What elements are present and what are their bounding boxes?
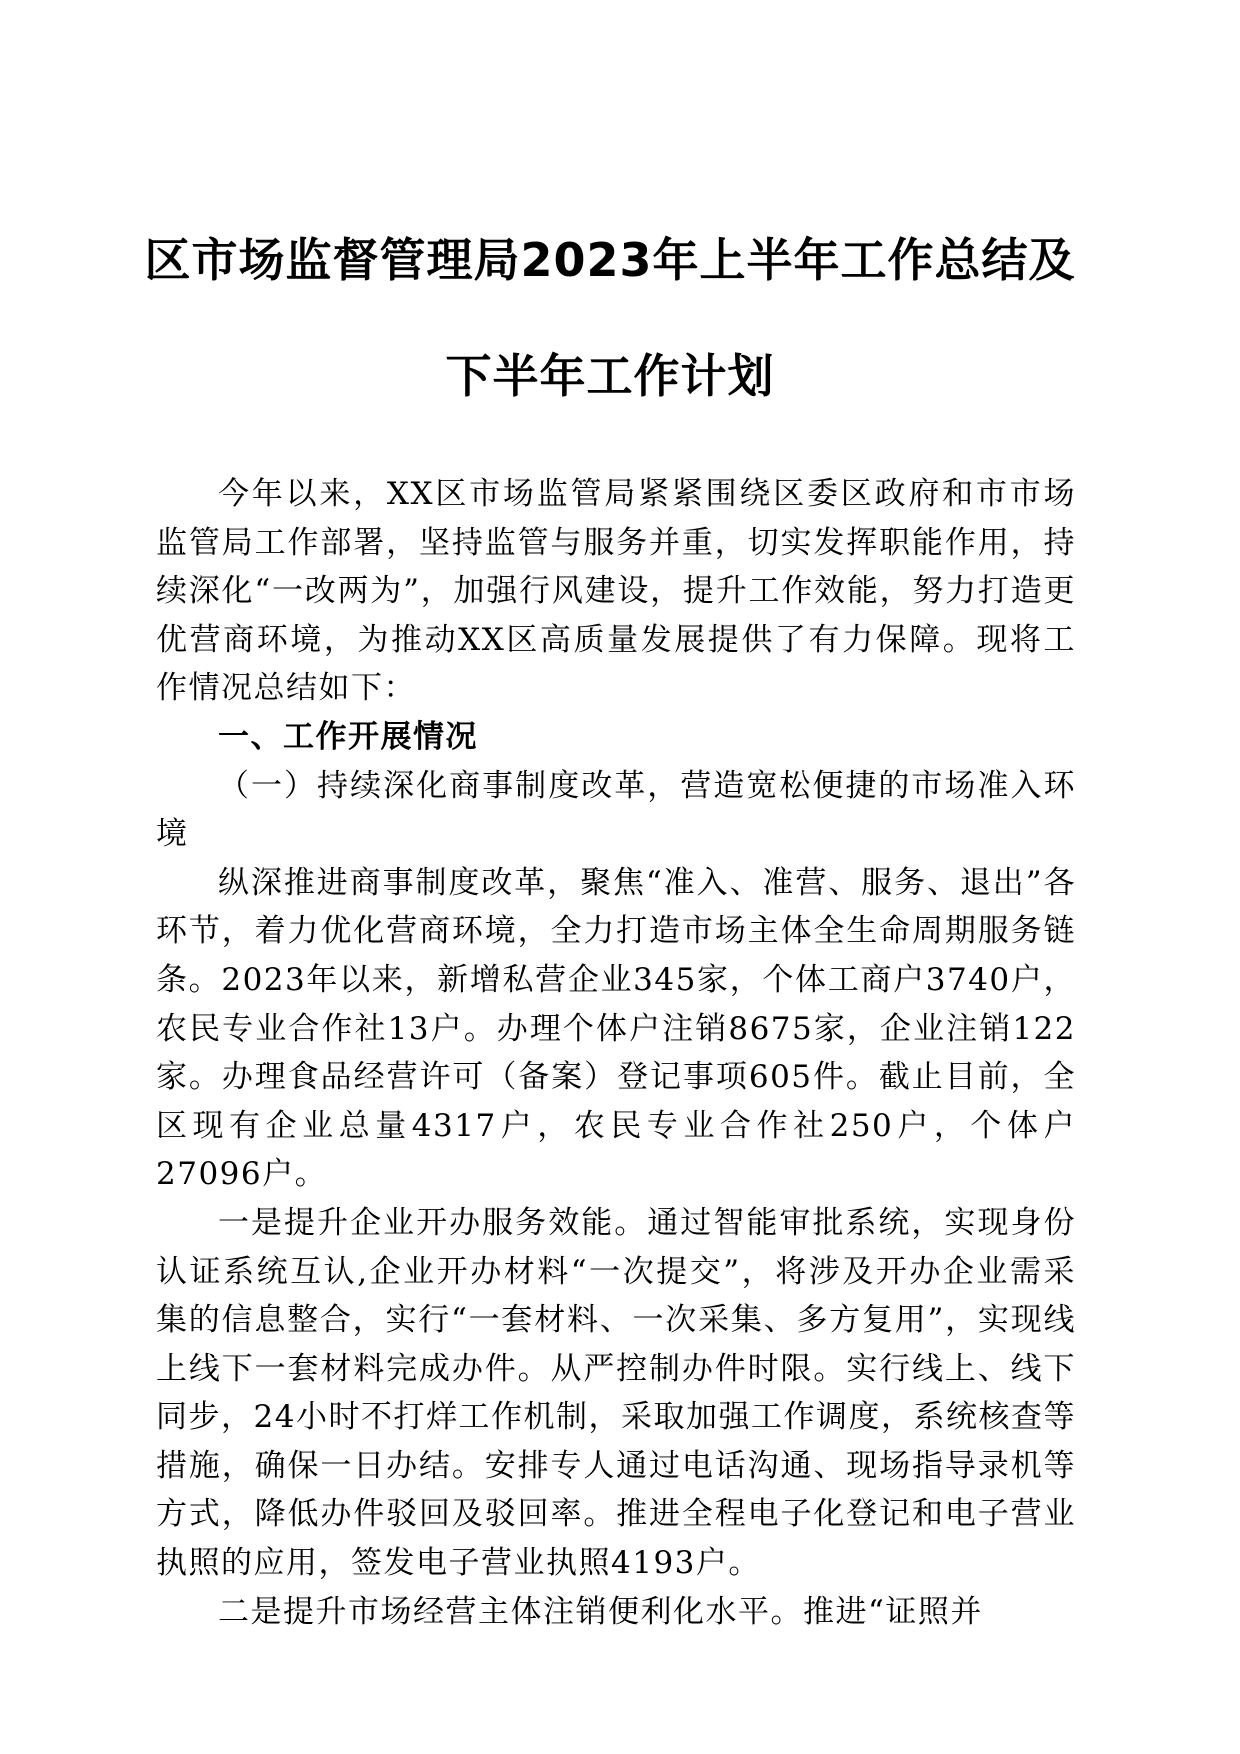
- document-title-line-1: 区市场监督管理局2023年上半年工作总结及: [144, 233, 1076, 287]
- body-paragraph: 纵深推进商事制度改革，聚焦“准入、准营、服务、退出”各环节，着力优化营商环境，全力打造市场主体全生命周期服务链条。2023年以来，新增私营企业345家，个体工商户3740户，农民专业合作社13户。办理个体户注销8675家，企业注销122家。办理食品经营许可（备案）登记事项605件。截止目前，全区现有企业总量4317户，农民专业合作社250户，个体户27096户。: [156, 864, 1076, 1193]
- body-paragraph: 二是提升市场经营主体注销便利化水平。推进“证照并: [218, 1593, 983, 1630]
- document-title-line-2: 下半年工作计划: [445, 349, 775, 403]
- body-paragraph: 一是提升企业开办服务效能。通过智能审批系统，实现身份认证系统互认,企业开办材料“一次提交”，将涉及开办企业需采集的信息整合，实行“一套材料、一次采集、多方复用”，实现线上线下一套材料完成办件。从严控制办件时限。实行线上、线下同步，24小时不打烊工作机制，采取加强工作调度，系统核查等措施，确保一日办结。安排专人通过电话沟通、现场指导录机等方式，降低办件驳回及驳回率。推进全程电子化登记和电子营业执照的应用，签发电子营业执照4193户。: [156, 1204, 1076, 1582]
- document-body: [156, 470, 1076, 1636]
- subsection-heading: （一）持续深化商事制度改革，营造宽松便捷的市场准入环境: [156, 767, 1076, 853]
- intro-paragraph: 今年以来，XX区市场监管局紧紧围绕区委区政府和市市场监管局工作部署，坚持监管与服务并重，切实发挥职能作用，持续深化“一改两为”，加强行风建设，提升工作效能，努力打造更优营商环境，为推动XX区高质量发展提供了有力保障。现将工作情况总结如下：: [156, 476, 1076, 707]
- section-heading: 一、工作开展情况: [218, 718, 478, 755]
